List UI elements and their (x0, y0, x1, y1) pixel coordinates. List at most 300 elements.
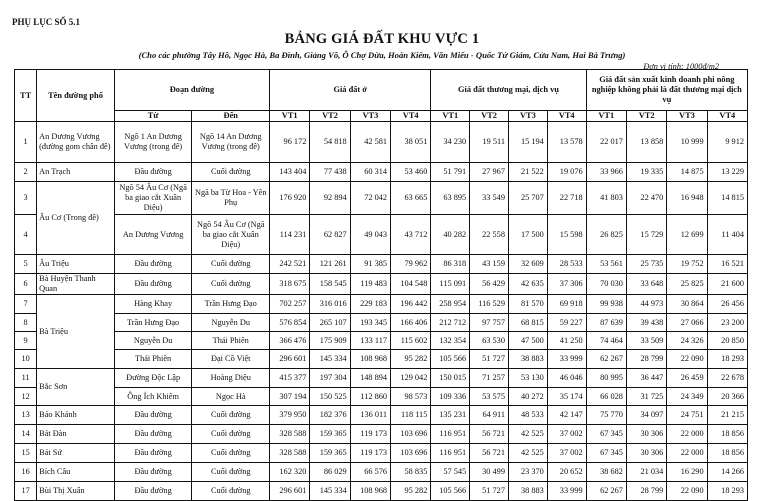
header-production: Giá đất sản xuất kinh doanh phi nông nghiệp không phải là đất thương mại dịch vụ (586, 70, 747, 111)
segment-to: Hoàng Diệu (192, 369, 270, 388)
price-cell: 33 549 (470, 182, 509, 215)
price-cell: 39 438 (626, 314, 666, 332)
segment-from: Ngõ 54 Âu Cơ (Ngã ba giao cắt Xuân Diệu) (114, 182, 192, 215)
price-cell: 30 864 (667, 295, 707, 314)
segment-to: Ngõ 14 An Dương Vương (trong đê) (192, 122, 270, 163)
price-cell: 35 174 (547, 388, 586, 406)
price-cell: 24 349 (667, 388, 707, 406)
segment-from: Đường Độc Lập (114, 369, 192, 388)
price-cell: 121 261 (310, 255, 350, 274)
price-cell: 12 699 (667, 215, 707, 255)
row-number: 2 (15, 163, 37, 182)
segment-to: Đại Cồ Việt (192, 350, 270, 369)
table-row (15, 350, 748, 369)
price-cell: 28 799 (626, 350, 666, 369)
price-cell: 71 257 (470, 369, 509, 388)
price-cell: 33 966 (586, 163, 626, 182)
price-cell: 42 635 (508, 274, 547, 295)
price-cell: 53 561 (586, 255, 626, 274)
price-cell: 25 707 (508, 182, 547, 215)
street-name: Bát Sứ (37, 444, 115, 463)
table-row (15, 182, 748, 215)
header-tt: TT (15, 70, 37, 122)
price-cell: 25 825 (667, 274, 707, 295)
price-cell: 196 442 (391, 295, 431, 314)
land-price-table (14, 69, 748, 501)
price-cell: 58 835 (391, 463, 431, 482)
price-cell: 53 460 (391, 163, 431, 182)
table-row (15, 163, 748, 182)
price-cell: 19 076 (547, 163, 586, 182)
header-vt: VT1 (586, 111, 626, 122)
price-cell: 115 091 (431, 274, 470, 295)
price-cell: 24 326 (667, 332, 707, 350)
price-cell: 96 172 (270, 122, 310, 163)
price-cell: 13 229 (707, 163, 747, 182)
price-cell: 145 334 (310, 482, 350, 501)
price-cell: 21 215 (707, 406, 747, 425)
header-from: Từ (114, 111, 192, 122)
price-cell: 20 850 (707, 332, 747, 350)
row-number: 14 (15, 425, 37, 444)
price-cell: 258 954 (431, 295, 470, 314)
segment-to: Trần Hưng Đạo (192, 295, 270, 314)
row-number: 6 (15, 274, 37, 295)
price-cell: 27 967 (470, 163, 509, 182)
price-cell: 56 721 (470, 425, 509, 444)
price-cell: 42 525 (508, 444, 547, 463)
price-cell: 69 918 (547, 295, 586, 314)
price-cell: 20 366 (707, 388, 747, 406)
price-cell: 328 588 (270, 444, 310, 463)
price-cell: 41 250 (547, 332, 586, 350)
row-number: 16 (15, 463, 37, 482)
row-number: 1 (15, 122, 37, 163)
street-name: An Trạch (37, 163, 115, 182)
price-cell: 67 345 (586, 444, 626, 463)
price-cell: 25 735 (626, 255, 666, 274)
price-cell: 9 912 (707, 122, 747, 163)
price-cell: 28 799 (626, 482, 666, 501)
price-cell: 115 602 (391, 332, 431, 350)
price-cell: 38 883 (508, 350, 547, 369)
table-row (15, 215, 748, 255)
price-cell: 17 500 (508, 215, 547, 255)
price-cell: 105 566 (431, 482, 470, 501)
price-cell: 72 042 (350, 182, 390, 215)
price-cell: 135 231 (431, 406, 470, 425)
price-cell: 41 803 (586, 182, 626, 215)
price-cell: 23 200 (707, 314, 747, 332)
price-cell: 143 404 (270, 163, 310, 182)
price-cell: 11 404 (707, 215, 747, 255)
price-cell: 109 336 (431, 388, 470, 406)
price-cell: 182 376 (310, 406, 350, 425)
header-residential: Giá đất ở (270, 70, 431, 111)
price-cell: 46 046 (547, 369, 586, 388)
street-name: Bà Huyện Thanh Quan (37, 274, 115, 295)
header-vt: VT4 (707, 111, 747, 122)
price-cell: 97 757 (470, 314, 509, 332)
segment-from: Đầu đường (114, 274, 192, 295)
price-cell: 119 483 (350, 274, 390, 295)
document-subtitle: (Cho các phường Tây Hồ, Ngọc Hà, Ba Đình, Giảng Võ, Ô Chợ Dừa, Hoàn Kiếm, Văn Miếu - Quốc Tử Giám, Cửa Nam, Hai Bà Trưng) (138, 50, 626, 60)
price-cell: 14 875 (667, 163, 707, 182)
price-cell: 53 130 (508, 369, 547, 388)
price-cell: 18 856 (707, 425, 747, 444)
price-cell: 242 521 (270, 255, 310, 274)
price-cell: 33 999 (547, 482, 586, 501)
price-cell: 63 895 (431, 182, 470, 215)
street-name: Bùi Thị Xuân (37, 482, 115, 501)
price-cell: 15 194 (508, 122, 547, 163)
header-street: Tên đường phố (37, 70, 115, 122)
price-cell: 66 028 (586, 388, 626, 406)
price-cell: 95 282 (391, 350, 431, 369)
price-cell: 79 962 (391, 255, 431, 274)
row-number: 10 (15, 350, 37, 369)
table-row (15, 388, 748, 406)
price-cell: 19 752 (667, 255, 707, 274)
table-row (15, 314, 748, 332)
price-cell: 166 406 (391, 314, 431, 332)
price-cell: 16 948 (667, 182, 707, 215)
table-row (15, 425, 748, 444)
table-row (15, 122, 748, 163)
price-cell: 47 500 (508, 332, 547, 350)
price-cell: 366 476 (270, 332, 310, 350)
row-number: 13 (15, 406, 37, 425)
price-cell: 67 345 (586, 425, 626, 444)
price-cell: 118 115 (391, 406, 431, 425)
table-row (15, 295, 748, 314)
segment-from: Đầu đường (114, 406, 192, 425)
price-cell: 81 570 (508, 295, 547, 314)
row-number: 7 (15, 295, 37, 314)
price-cell: 22 718 (547, 182, 586, 215)
price-cell: 16 521 (707, 255, 747, 274)
price-cell: 62 827 (310, 215, 350, 255)
table-row (15, 463, 748, 482)
price-cell: 22 678 (707, 369, 747, 388)
price-cell: 159 365 (310, 425, 350, 444)
segment-from: Đầu đường (114, 482, 192, 501)
price-cell: 54 818 (310, 122, 350, 163)
row-number: 12 (15, 388, 37, 406)
price-cell: 30 306 (626, 444, 666, 463)
price-cell: 42 581 (350, 122, 390, 163)
segment-from: Nguyễn Du (114, 332, 192, 350)
price-cell: 14 815 (707, 182, 747, 215)
price-cell: 26 456 (707, 295, 747, 314)
table-row (15, 332, 748, 350)
price-cell: 33 509 (626, 332, 666, 350)
row-number: 9 (15, 332, 37, 350)
price-cell: 103 696 (391, 444, 431, 463)
price-cell: 20 652 (547, 463, 586, 482)
price-cell: 13 858 (626, 122, 666, 163)
price-cell: 112 860 (350, 388, 390, 406)
price-cell: 18 293 (707, 350, 747, 369)
row-number: 15 (15, 444, 37, 463)
price-cell: 27 066 (667, 314, 707, 332)
row-number: 8 (15, 314, 37, 332)
price-cell: 108 968 (350, 482, 390, 501)
price-cell: 51 791 (431, 163, 470, 182)
header-commercial: Giá đất thương mại, dịch vụ (431, 70, 586, 111)
table-row (15, 482, 748, 501)
price-cell: 74 464 (586, 332, 626, 350)
price-cell: 21 600 (707, 274, 747, 295)
price-cell: 43 159 (470, 255, 509, 274)
segment-to: Ngọc Hà (192, 388, 270, 406)
table-row (15, 274, 748, 295)
price-cell: 64 911 (470, 406, 509, 425)
price-cell: 702 257 (270, 295, 310, 314)
price-cell: 318 675 (270, 274, 310, 295)
price-cell: 175 909 (310, 332, 350, 350)
price-cell: 53 575 (470, 388, 509, 406)
segment-from: Ngõ 1 An Dương Vương (trong đê) (114, 122, 192, 163)
price-cell: 33 648 (626, 274, 666, 295)
price-cell: 103 696 (391, 425, 431, 444)
unit-label: Đơn vị tính: 1000đ/m2 (643, 62, 719, 71)
price-cell: 91 385 (350, 255, 390, 274)
price-cell: 34 097 (626, 406, 666, 425)
price-cell: 24 751 (667, 406, 707, 425)
price-cell: 21 522 (508, 163, 547, 182)
price-cell: 80 995 (586, 369, 626, 388)
segment-from: Đầu đường (114, 444, 192, 463)
price-cell: 133 117 (350, 332, 390, 350)
price-cell: 86 029 (310, 463, 350, 482)
header-vt: VT3 (350, 111, 390, 122)
price-cell: 150 525 (310, 388, 350, 406)
segment-from: Đầu đường (114, 163, 192, 182)
header-vt: VT2 (470, 111, 509, 122)
segment-from: An Dương Vương (114, 215, 192, 255)
street-name: Bát Đàn (37, 425, 115, 444)
price-cell: 328 588 (270, 425, 310, 444)
price-cell: 415 377 (270, 369, 310, 388)
segment-from: Đầu đường (114, 425, 192, 444)
segment-to: Nguyễn Du (192, 314, 270, 332)
price-cell: 42 147 (547, 406, 586, 425)
price-cell: 307 194 (270, 388, 310, 406)
price-cell: 148 894 (350, 369, 390, 388)
price-cell: 92 894 (310, 182, 350, 215)
header-vt: VT1 (270, 111, 310, 122)
price-cell: 43 712 (391, 215, 431, 255)
price-cell: 22 017 (586, 122, 626, 163)
price-cell: 40 282 (431, 215, 470, 255)
price-cell: 316 016 (310, 295, 350, 314)
header-to: Đến (192, 111, 270, 122)
segment-from: Ông Ích Khiêm (114, 388, 192, 406)
price-cell: 36 447 (626, 369, 666, 388)
segment-to: Cuối đường (192, 482, 270, 501)
price-cell: 33 999 (547, 350, 586, 369)
price-cell: 37 002 (547, 444, 586, 463)
table-row (15, 255, 748, 274)
price-cell: 19 335 (626, 163, 666, 182)
price-cell: 119 173 (350, 425, 390, 444)
segment-to: Cuối đường (192, 163, 270, 182)
price-cell: 14 266 (707, 463, 747, 482)
street-name: Âu Triệu (37, 255, 115, 274)
header-vt: VT2 (626, 111, 666, 122)
segment-from: Đầu đường (114, 463, 192, 482)
street-name: Bảo Khánh (37, 406, 115, 425)
price-cell: 34 230 (431, 122, 470, 163)
table-row (15, 369, 748, 388)
price-cell: 32 609 (508, 255, 547, 274)
price-cell: 66 576 (350, 463, 390, 482)
price-cell: 48 533 (508, 406, 547, 425)
price-cell: 63 665 (391, 182, 431, 215)
price-cell: 28 533 (547, 255, 586, 274)
price-cell: 49 043 (350, 215, 390, 255)
price-cell: 158 545 (310, 274, 350, 295)
price-cell: 176 920 (270, 182, 310, 215)
price-cell: 37 306 (547, 274, 586, 295)
street-name: An Dương Vương (đường gom chân đê) (37, 122, 115, 163)
row-number: 17 (15, 482, 37, 501)
segment-to: Cuối đường (192, 274, 270, 295)
price-cell: 44 973 (626, 295, 666, 314)
price-cell: 86 318 (431, 255, 470, 274)
price-cell: 99 938 (586, 295, 626, 314)
price-cell: 62 267 (586, 482, 626, 501)
price-cell: 26 459 (667, 369, 707, 388)
price-cell: 162 320 (270, 463, 310, 482)
price-cell: 22 000 (667, 444, 707, 463)
street-name: Bà Triệu (37, 295, 115, 369)
price-cell: 87 639 (586, 314, 626, 332)
price-cell: 296 601 (270, 350, 310, 369)
price-cell: 379 950 (270, 406, 310, 425)
appendix-label: PHỤ LỤC SỐ 5.1 (12, 17, 81, 27)
header-vt: VT3 (667, 111, 707, 122)
price-cell: 21 034 (626, 463, 666, 482)
price-cell: 229 183 (350, 295, 390, 314)
price-cell: 22 000 (667, 425, 707, 444)
price-cell: 212 712 (431, 314, 470, 332)
price-cell: 22 558 (470, 215, 509, 255)
price-cell: 38 682 (586, 463, 626, 482)
price-cell: 15 729 (626, 215, 666, 255)
header-segment: Đoạn đường (114, 70, 269, 111)
segment-from: Hàng Khay (114, 295, 192, 314)
price-cell: 38 051 (391, 122, 431, 163)
price-cell: 116 529 (470, 295, 509, 314)
header-vt: VT1 (431, 111, 470, 122)
price-cell: 98 573 (391, 388, 431, 406)
street-name: Bắc Sơn (37, 369, 115, 406)
segment-to: Cuối đường (192, 406, 270, 425)
row-number: 5 (15, 255, 37, 274)
price-cell: 105 566 (431, 350, 470, 369)
price-cell: 136 011 (350, 406, 390, 425)
segment-to: Cuối đường (192, 463, 270, 482)
price-cell: 145 334 (310, 350, 350, 369)
price-cell: 60 314 (350, 163, 390, 182)
segment-to: Ngõ 54 Âu Cơ (Ngã ba giao cắt Xuân Diệu) (192, 215, 270, 255)
price-cell: 42 525 (508, 425, 547, 444)
price-cell: 193 345 (350, 314, 390, 332)
segment-to: Thái Phiên (192, 332, 270, 350)
price-cell: 51 727 (470, 482, 509, 501)
price-cell: 23 370 (508, 463, 547, 482)
header-vt: VT4 (547, 111, 586, 122)
price-cell: 22 090 (667, 350, 707, 369)
price-cell: 104 548 (391, 274, 431, 295)
price-cell: 56 721 (470, 444, 509, 463)
price-cell: 129 042 (391, 369, 431, 388)
price-cell: 26 825 (586, 215, 626, 255)
price-cell: 13 578 (547, 122, 586, 163)
row-number: 4 (15, 215, 37, 255)
segment-from: Đầu đường (114, 255, 192, 274)
row-number: 11 (15, 369, 37, 388)
price-cell: 77 438 (310, 163, 350, 182)
price-cell: 18 856 (707, 444, 747, 463)
price-cell: 15 598 (547, 215, 586, 255)
price-cell: 38 883 (508, 482, 547, 501)
segment-to: Cuối đường (192, 255, 270, 274)
price-cell: 108 968 (350, 350, 390, 369)
price-cell: 296 601 (270, 482, 310, 501)
price-cell: 31 725 (626, 388, 666, 406)
row-number: 3 (15, 182, 37, 215)
price-cell: 16 290 (667, 463, 707, 482)
price-cell: 150 015 (431, 369, 470, 388)
price-cell: 51 727 (470, 350, 509, 369)
price-cell: 63 530 (470, 332, 509, 350)
price-cell: 116 951 (431, 444, 470, 463)
price-cell: 59 227 (547, 314, 586, 332)
segment-to: Ngã ba Từ Hoa - Yên Phụ (192, 182, 270, 215)
price-cell: 116 951 (431, 425, 470, 444)
price-cell: 68 815 (508, 314, 547, 332)
price-cell: 56 429 (470, 274, 509, 295)
price-cell: 57 545 (431, 463, 470, 482)
segment-from: Trần Hưng Đạo (114, 314, 192, 332)
price-cell: 30 306 (626, 425, 666, 444)
price-cell: 19 511 (470, 122, 509, 163)
price-cell: 132 354 (431, 332, 470, 350)
price-cell: 10 999 (667, 122, 707, 163)
price-cell: 114 231 (270, 215, 310, 255)
street-name: Bích Câu (37, 463, 115, 482)
table-row (15, 444, 748, 463)
price-cell: 18 293 (707, 482, 747, 501)
price-cell: 30 499 (470, 463, 509, 482)
price-cell: 197 304 (310, 369, 350, 388)
price-cell: 37 002 (547, 425, 586, 444)
header-vt: VT2 (310, 111, 350, 122)
price-cell: 22 090 (667, 482, 707, 501)
table-row (15, 406, 748, 425)
price-cell: 159 365 (310, 444, 350, 463)
document-title: BẢNG GIÁ ĐẤT KHU VỰC 1 (284, 31, 480, 47)
segment-to: Cuối đường (192, 425, 270, 444)
header-vt: VT4 (391, 111, 431, 122)
price-cell: 62 267 (586, 350, 626, 369)
segment-to: Cuối đường (192, 444, 270, 463)
price-cell: 22 470 (626, 182, 666, 215)
price-cell: 75 770 (586, 406, 626, 425)
